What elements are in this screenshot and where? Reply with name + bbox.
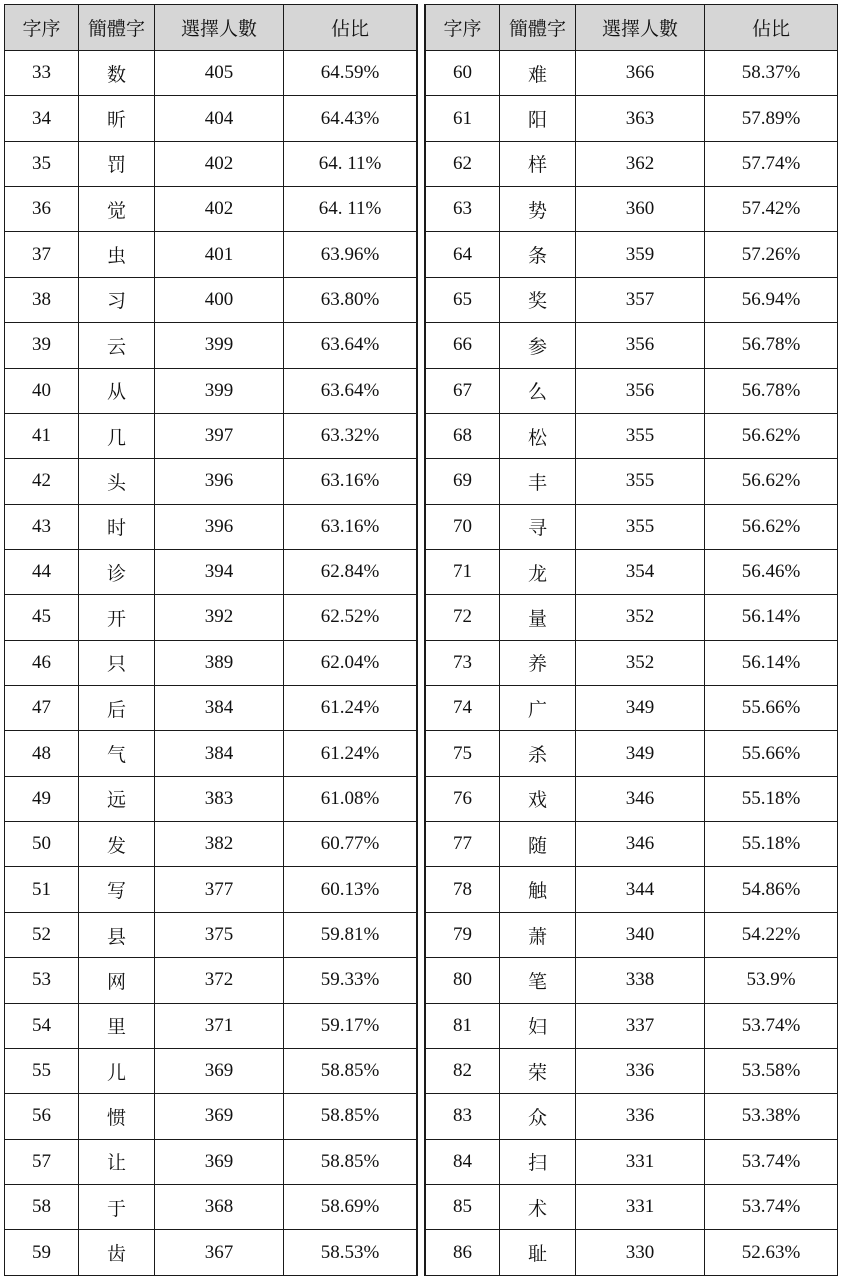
cell-count: 344 [576,867,705,912]
cell-count: 402 [155,187,284,232]
cell-character: 让 [79,1139,155,1184]
cell-percent: 64.59% [284,51,417,96]
cell-character: 网 [79,958,155,1003]
cell-percent: 58.53% [284,1230,417,1275]
cell-character: 耻 [500,1230,576,1275]
cell-order: 80 [426,958,500,1003]
table-row [426,232,838,277]
cell-count: 337 [576,1003,705,1048]
cell-count: 359 [576,232,705,277]
left-table-header [5,5,417,51]
cell-order: 77 [426,822,500,867]
cell-character: 么 [500,368,576,413]
cell-count: 396 [155,459,284,504]
cell-percent: 57.74% [705,141,838,186]
cell-percent: 54.86% [705,867,838,912]
table-row [5,368,417,413]
cell-order: 40 [5,368,79,413]
cell-percent: 63.96% [284,232,417,277]
cell-order: 60 [426,51,500,96]
cell-percent: 56.14% [705,640,838,685]
cell-order: 72 [426,595,500,640]
cell-count: 400 [155,277,284,322]
table-row [426,141,838,186]
header-percent: 佔比 [705,5,838,51]
cell-percent: 63.16% [284,504,417,549]
table-divider [417,4,425,1276]
cell-count: 394 [155,549,284,594]
cell-percent: 64. 11% [284,187,417,232]
table-row [5,776,417,821]
cell-percent: 58.85% [284,1094,417,1139]
cell-character: 触 [500,867,576,912]
cell-count: 352 [576,640,705,685]
cell-order: 44 [5,549,79,594]
cell-character: 儿 [79,1048,155,1093]
left-table [4,4,417,1276]
cell-percent: 53.74% [705,1184,838,1229]
cell-percent: 56.94% [705,277,838,322]
table-row [5,686,417,731]
table-row [5,1139,417,1184]
cell-character: 县 [79,912,155,957]
cell-count: 352 [576,595,705,640]
table-row [426,958,838,1003]
table-row [5,1230,417,1275]
cell-order: 34 [5,96,79,141]
table-row [426,549,838,594]
cell-character: 几 [79,413,155,458]
cell-character: 杀 [500,731,576,776]
table-row [5,1003,417,1048]
cell-percent: 63.64% [284,323,417,368]
cell-count: 355 [576,459,705,504]
cell-percent: 64. 11% [284,141,417,186]
cell-count: 346 [576,776,705,821]
table-row [426,459,838,504]
table-row [5,731,417,776]
cell-percent: 59.81% [284,912,417,957]
cell-order: 58 [5,1184,79,1229]
cell-percent: 58.69% [284,1184,417,1229]
cell-count: 392 [155,595,284,640]
cell-percent: 60.77% [284,822,417,867]
cell-character: 虫 [79,232,155,277]
header-character: 簡體字 [79,5,155,51]
table-row [426,368,838,413]
header-percent: 佔比 [284,5,417,51]
cell-count: 405 [155,51,284,96]
cell-count: 377 [155,867,284,912]
cell-character: 云 [79,323,155,368]
cell-character: 戏 [500,776,576,821]
cell-order: 69 [426,459,500,504]
table-row [426,1139,838,1184]
cell-order: 73 [426,640,500,685]
cell-count: 366 [576,51,705,96]
cell-order: 62 [426,141,500,186]
cell-count: 362 [576,141,705,186]
cell-order: 78 [426,867,500,912]
cell-count: 349 [576,686,705,731]
table-row [426,51,838,96]
table-row [5,549,417,594]
cell-character: 阳 [500,96,576,141]
cell-order: 71 [426,549,500,594]
cell-percent: 56.78% [705,323,838,368]
cell-character: 于 [79,1184,155,1229]
cell-character: 众 [500,1094,576,1139]
cell-order: 70 [426,504,500,549]
cell-character: 从 [79,368,155,413]
cell-order: 48 [5,731,79,776]
right-table [425,4,838,1276]
cell-character: 写 [79,867,155,912]
right-table-header [426,5,838,51]
cell-count: 367 [155,1230,284,1275]
cell-count: 355 [576,413,705,458]
cell-order: 65 [426,277,500,322]
table-row [5,323,417,368]
cell-count: 389 [155,640,284,685]
cell-order: 33 [5,51,79,96]
cell-count: 404 [155,96,284,141]
cell-percent: 59.17% [284,1003,417,1048]
table-row [426,1184,838,1229]
cell-character: 寻 [500,504,576,549]
cell-order: 45 [5,595,79,640]
cell-character: 扫 [500,1139,576,1184]
table-row [5,141,417,186]
cell-percent: 56.78% [705,368,838,413]
cell-character: 齿 [79,1230,155,1275]
cell-order: 52 [5,912,79,957]
cell-order: 49 [5,776,79,821]
cell-order: 39 [5,323,79,368]
cell-count: 354 [576,549,705,594]
cell-character: 奖 [500,277,576,322]
table-row [5,1184,417,1229]
cell-character: 发 [79,822,155,867]
table-row [5,51,417,96]
cell-percent: 57.42% [705,187,838,232]
cell-order: 81 [426,1003,500,1048]
cell-percent: 55.18% [705,822,838,867]
cell-order: 76 [426,776,500,821]
cell-percent: 58.37% [705,51,838,96]
table-row [5,413,417,458]
cell-percent: 59.33% [284,958,417,1003]
cell-count: 396 [155,504,284,549]
cell-character: 荣 [500,1048,576,1093]
header-row [426,5,838,51]
table-row [5,1094,417,1139]
table-row [5,277,417,322]
table-row [426,822,838,867]
cell-character: 只 [79,640,155,685]
cell-count: 368 [155,1184,284,1229]
table-row [5,1048,417,1093]
cell-percent: 58.85% [284,1139,417,1184]
cell-order: 66 [426,323,500,368]
cell-order: 38 [5,277,79,322]
cell-character: 时 [79,504,155,549]
cell-percent: 63.64% [284,368,417,413]
table-row [5,504,417,549]
cell-percent: 52.63% [705,1230,838,1275]
cell-character: 参 [500,323,576,368]
table-row [426,1048,838,1093]
cell-character: 势 [500,187,576,232]
table-row [5,640,417,685]
table-row [5,232,417,277]
cell-character: 习 [79,277,155,322]
cell-count: 401 [155,232,284,277]
table-row [426,277,838,322]
cell-percent: 56.14% [705,595,838,640]
cell-character: 远 [79,776,155,821]
table-row [5,96,417,141]
cell-order: 51 [5,867,79,912]
cell-count: 360 [576,187,705,232]
cell-percent: 61.08% [284,776,417,821]
cell-order: 83 [426,1094,500,1139]
cell-count: 338 [576,958,705,1003]
table-row [426,413,838,458]
cell-order: 53 [5,958,79,1003]
cell-order: 79 [426,912,500,957]
cell-order: 42 [5,459,79,504]
cell-percent: 60.13% [284,867,417,912]
table-row [426,731,838,776]
table-row [426,1094,838,1139]
header-character: 簡體字 [500,5,576,51]
cell-count: 399 [155,368,284,413]
cell-percent: 54.22% [705,912,838,957]
cell-percent: 62.84% [284,549,417,594]
cell-count: 384 [155,686,284,731]
cell-order: 35 [5,141,79,186]
cell-count: 349 [576,731,705,776]
cell-count: 369 [155,1139,284,1184]
cell-count: 369 [155,1048,284,1093]
table-row [5,912,417,957]
cell-character: 量 [500,595,576,640]
header-count: 選擇人數 [576,5,705,51]
cell-character: 惯 [79,1094,155,1139]
table-row [426,867,838,912]
cell-count: 371 [155,1003,284,1048]
table-row [426,912,838,957]
cell-order: 46 [5,640,79,685]
cell-order: 36 [5,187,79,232]
cell-percent: 61.24% [284,731,417,776]
cell-character: 气 [79,731,155,776]
cell-percent: 56.62% [705,504,838,549]
cell-count: 330 [576,1230,705,1275]
cell-character: 昕 [79,96,155,141]
cell-count: 346 [576,822,705,867]
cell-character: 笔 [500,958,576,1003]
cell-character: 丰 [500,459,576,504]
cell-character: 养 [500,640,576,685]
cell-percent: 55.66% [705,686,838,731]
cell-order: 68 [426,413,500,458]
cell-count: 357 [576,277,705,322]
cell-order: 84 [426,1139,500,1184]
cell-count: 356 [576,323,705,368]
cell-count: 369 [155,1094,284,1139]
cell-order: 64 [426,232,500,277]
cell-order: 37 [5,232,79,277]
cell-percent: 64.43% [284,96,417,141]
cell-count: 382 [155,822,284,867]
cell-order: 50 [5,822,79,867]
header-order: 字序 [426,5,500,51]
cell-character: 龙 [500,549,576,594]
cell-count: 363 [576,96,705,141]
table-row [5,459,417,504]
table-row [426,1003,838,1048]
cell-order: 43 [5,504,79,549]
cell-character: 开 [79,595,155,640]
cell-percent: 63.16% [284,459,417,504]
character-table [4,4,838,1276]
cell-percent: 53.74% [705,1139,838,1184]
cell-order: 54 [5,1003,79,1048]
cell-character: 萧 [500,912,576,957]
cell-character: 条 [500,232,576,277]
cell-percent: 56.62% [705,459,838,504]
table-row [426,323,838,368]
cell-percent: 55.18% [705,776,838,821]
cell-percent: 53.74% [705,1003,838,1048]
cell-character: 觉 [79,187,155,232]
cell-count: 331 [576,1184,705,1229]
table-row [426,187,838,232]
cell-percent: 56.62% [705,413,838,458]
table-row [426,776,838,821]
cell-order: 57 [5,1139,79,1184]
cell-order: 47 [5,686,79,731]
cell-percent: 57.89% [705,96,838,141]
table-row [5,187,417,232]
cell-order: 67 [426,368,500,413]
cell-count: 331 [576,1139,705,1184]
cell-character: 广 [500,686,576,731]
cell-character: 里 [79,1003,155,1048]
cell-character: 随 [500,822,576,867]
table-row [426,640,838,685]
cell-percent: 62.04% [284,640,417,685]
cell-percent: 55.66% [705,731,838,776]
cell-count: 383 [155,776,284,821]
cell-order: 56 [5,1094,79,1139]
cell-order: 55 [5,1048,79,1093]
table-row [426,96,838,141]
cell-character: 术 [500,1184,576,1229]
cell-order: 41 [5,413,79,458]
cell-count: 336 [576,1094,705,1139]
cell-character: 难 [500,51,576,96]
header-count: 選擇人數 [155,5,284,51]
cell-count: 356 [576,368,705,413]
cell-character: 样 [500,141,576,186]
cell-percent: 61.24% [284,686,417,731]
table-row [5,595,417,640]
cell-count: 375 [155,912,284,957]
cell-count: 336 [576,1048,705,1093]
cell-percent: 56.46% [705,549,838,594]
cell-order: 85 [426,1184,500,1229]
cell-count: 355 [576,504,705,549]
cell-order: 82 [426,1048,500,1093]
table-row [426,1230,838,1275]
table-row [5,822,417,867]
cell-count: 384 [155,731,284,776]
table-row [426,504,838,549]
cell-order: 63 [426,187,500,232]
cell-order: 75 [426,731,500,776]
cell-character: 诊 [79,549,155,594]
cell-count: 340 [576,912,705,957]
cell-character: 后 [79,686,155,731]
table-row [5,867,417,912]
cell-percent: 62.52% [284,595,417,640]
cell-count: 372 [155,958,284,1003]
cell-order: 59 [5,1230,79,1275]
cell-percent: 63.32% [284,413,417,458]
cell-order: 61 [426,96,500,141]
cell-count: 399 [155,323,284,368]
table-row [426,595,838,640]
right-table-body [426,51,838,1276]
left-table-body [5,51,417,1276]
cell-character: 头 [79,459,155,504]
cell-count: 402 [155,141,284,186]
cell-order: 74 [426,686,500,731]
cell-percent: 53.58% [705,1048,838,1093]
header-order: 字序 [5,5,79,51]
cell-count: 397 [155,413,284,458]
cell-order: 86 [426,1230,500,1275]
cell-character: 数 [79,51,155,96]
table-row [5,958,417,1003]
cell-percent: 63.80% [284,277,417,322]
cell-percent: 58.85% [284,1048,417,1093]
cell-percent: 53.38% [705,1094,838,1139]
cell-character: 罚 [79,141,155,186]
header-row [5,5,417,51]
cell-character: 妇 [500,1003,576,1048]
cell-character: 松 [500,413,576,458]
table-row [426,686,838,731]
cell-percent: 57.26% [705,232,838,277]
cell-percent: 53.9% [705,958,838,1003]
